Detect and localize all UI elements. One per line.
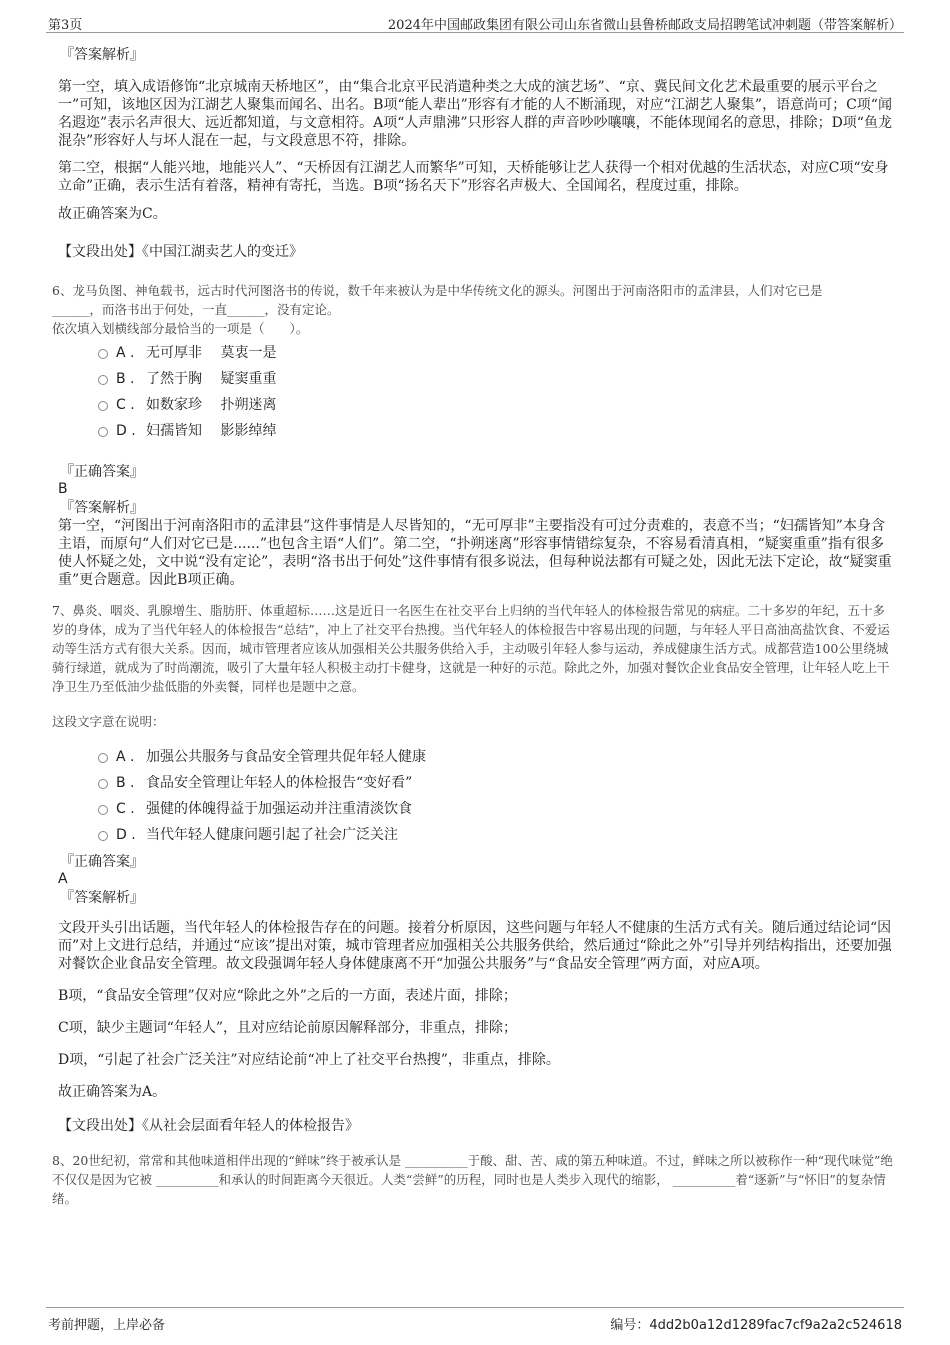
q6-options [58,343,894,447]
q7-correct-answer: A [58,871,68,887]
q7-option-a[interactable] [58,747,894,773]
q7-options [58,747,894,851]
footer-code [610,1314,902,1333]
q7-correct-tag: 『正确答案』 [60,854,144,870]
footer-slogan: 考前押题，上岸必备 [48,1318,166,1333]
q7-option-b[interactable] [58,773,894,799]
option-text: 无可厚非 莫衷一是 [146,345,277,361]
q5-analysis-para1: 第一空，填入成语修饰“北京城南天桥地区”，由“集合北京平民消遣种类之大成的演艺场”、“京、冀民间文化艺术最重要的展示平台之一”可知，该地区因为江湖艺人聚集而闻名、出名。B项“能人辈出”形容有才能的人不断涌现，对应“江湖艺人聚集”，语意尚可；C项“闻名遐迩”表示名声很大、远近都知道，与文意相符。A项“人声鼎沸”只形容人群的声音吵吵嚷嚷，不能体现闻名的意思，排除；D项“鱼龙混杂”形容好人与坏人混在一起，与文段意思不符，排除。 [58,79,892,149]
option-text: 当代年轻人健康问题引起了社会广泛关注 [146,827,398,843]
q6-stem-line3: 依次填入划横线部分最恰当的一项是（ ）。 [52,321,309,336]
option-letter: A . [116,749,135,765]
option-letter: D . [116,827,136,843]
radio-icon[interactable] [98,753,108,763]
option-text: 妇孺皆知 影影绰绰 [146,423,277,439]
q8-stem: 8、20世纪初，常常和其他味道相伴出现的“鲜味”终于被承认是 __________于酸、甜、苦、咸的第五种味道。不过，鲜味之所以被称作一种“现代味觉”绝不仅仅是因为它被 __________和承认的时间距离今天很近。人类“尝鲜”的历程，同时也是人类步入现代的缩影， __________着“逐新”与“怀旧”的复杂情绪。 [52,1153,893,1206]
question-6 [52,281,894,589]
radio-icon[interactable] [98,805,108,815]
q5-source: 【文段出处】《中国江湖卖艺人的变迁》 [58,244,303,260]
q7-analysis-para1: 文段开头引出话题，当代年轻人的体检报告存在的问题。接着分析原因，这些问题与年轻人不健康的生活方式有关。随后通过结论词“因而”对上文进行总结，并通过“应该”提出对策，城市管理者应加强相关公共服务供给，然后通过“除此之外”引导并列结构指出，还要加强对餐饮企业食品安全管理。故文段强调年轻人身体健康离不开“加强公共服务”与“食品安全管理”两方面，对应A项。 [58,920,892,972]
radio-icon[interactable] [98,401,108,411]
q7-source: 【文段出处】《从社会层面看年轻人的体检报告》 [58,1118,359,1134]
footer-code-label: 编号： [610,1318,650,1333]
q6-stem-line1: 6、龙马负图、神龟载书，远古时代河图洛书的传说，数千年来被认为是中华传统文化的源头。河图出于河南洛阳市的孟津县，人们对它已是 [52,283,823,298]
q7-stem: 7、鼻炎、咽炎、乳腺增生、脂肪肝、体重超标……这是近日一名医生在社交平台上归纳的当代年轻人的体检报告常见的病症。二十多岁的年纪，五十多岁的身体，成为了当代年轻人的体检报告“总结”，冲上了社交平台热搜。当代年轻人的体检报告中容易出现的问题，与年轻人平日高油高盐饮食、不爱运动等生活方式有很大关系。因而，城市管理者应该从加强相关公共服务供给入手，主动吸引年轻人参与运动，养成健康生活方式。成都营造100公里绕城骑行绿道，就成为了时尚潮流，吸引了大量年轻人积极主动打卡健身，这就是一种好的示范。除此之外，加强对餐饮企业食品安全管理，让年轻人吃上干净卫生乃至低油少盐低脂的外卖餐，同样也是题中之意。 [52,603,890,694]
option-text: 加强公共服务与食品安全管理共促年轻人健康 [146,749,426,765]
q6-option-b[interactable] [58,369,894,395]
option-letter: D . [116,423,136,439]
q6-option-a[interactable] [58,343,894,369]
q5-analysis-para2: 第二空，根据“人能兴地，地能兴人”、“天桥因有江湖艺人而繁华”可知，天桥能够让艺人获得一个相对优越的生活状态，对应C项“安身立命”正确，表示生活有着落，精神有寄托，当选。B项“扬名天下”形容名声极大、全国闻名，程度过重，排除。 [58,160,889,194]
q7-prompt: 这段文字意在说明： [52,714,165,729]
q6-correct-answer: B [58,481,68,497]
q7-analysis-para2: B项，“食品安全管理”仅对应“除此之外”之后的一方面，表述片面，排除； [58,988,517,1004]
option-letter: B . [116,371,135,387]
radio-icon[interactable] [98,349,108,359]
page-footer [46,1307,904,1332]
q6-option-d[interactable] [58,421,894,447]
radio-icon[interactable] [98,779,108,789]
page-number: 第3页 [48,18,83,33]
q7-analysis-tag: 『答案解析』 [60,890,144,906]
option-text: 了然于胸 疑窦重重 [146,371,277,387]
option-text: 食品安全管理让年轻人的体检报告“变好看” [146,775,413,791]
page-header [46,12,904,33]
radio-icon[interactable] [98,831,108,841]
q7-option-d[interactable] [58,825,894,851]
q6-stem-line2: ______，而洛书出于何处，一直______，没有定论。 [52,302,340,317]
radio-icon[interactable] [98,375,108,385]
q7-conclusion: 故正确答案为A。 [58,1084,167,1100]
option-letter: B . [116,775,135,791]
page-content [52,44,894,1208]
option-letter: C . [116,801,135,817]
document-title: 2024年中国邮政集团有限公司山东省微山县鲁桥邮政支局招聘笔试冲刺题（带答案解析） [387,18,902,33]
question-7 [52,601,894,1135]
option-letter: C . [116,397,135,413]
q5-conclusion: 故正确答案为C。 [58,206,167,222]
q7-analysis-para4: D项，“引起了社会广泛关注”对应结论前“冲上了社交平台热搜”，非重点，排除。 [58,1052,560,1068]
question-8 [52,1151,894,1208]
option-letter: A . [116,345,135,361]
option-text: 如数家珍 扑朔迷离 [146,397,277,413]
q7-analysis-para3: C项，缺少主题词“年轻人”，且对应结论前原因解释部分，非重点，排除； [58,1020,518,1036]
radio-icon[interactable] [98,427,108,437]
q5-analysis-tag: 『答案解析』 [60,47,144,63]
footer-code-value: 4dd2b0a12d1289fac7cf9a2a2c524618 [649,1318,902,1333]
q7-option-c[interactable] [58,799,894,825]
q6-correct-tag: 『正确答案』 [60,464,144,480]
q6-analysis-tag: 『答案解析』 [60,500,144,516]
q6-analysis: 第一空，“河图出于河南洛阳市的孟津县”这件事情是人尽皆知的，“无可厚非”主要指没有可过分责难的，表意不当；“妇孺皆知”本身含主语，而原句“人们对它已是......”也包含主语“人们”。第二空，“扑朔迷离”形容事情错综复杂，不容易看清真相，“疑窦重重”指有很多使人怀疑之处，文中说“没有定论”，表明“洛书出于何处”这件事情有很多说法，但每种说法都有可疑之处，因此无法下定论，故“疑窦重重”更合题意。因此B项正确。 [58,518,892,588]
q6-option-c[interactable] [58,395,894,421]
option-text: 强健的体魄得益于加强运动并注重清淡饮食 [146,801,412,817]
